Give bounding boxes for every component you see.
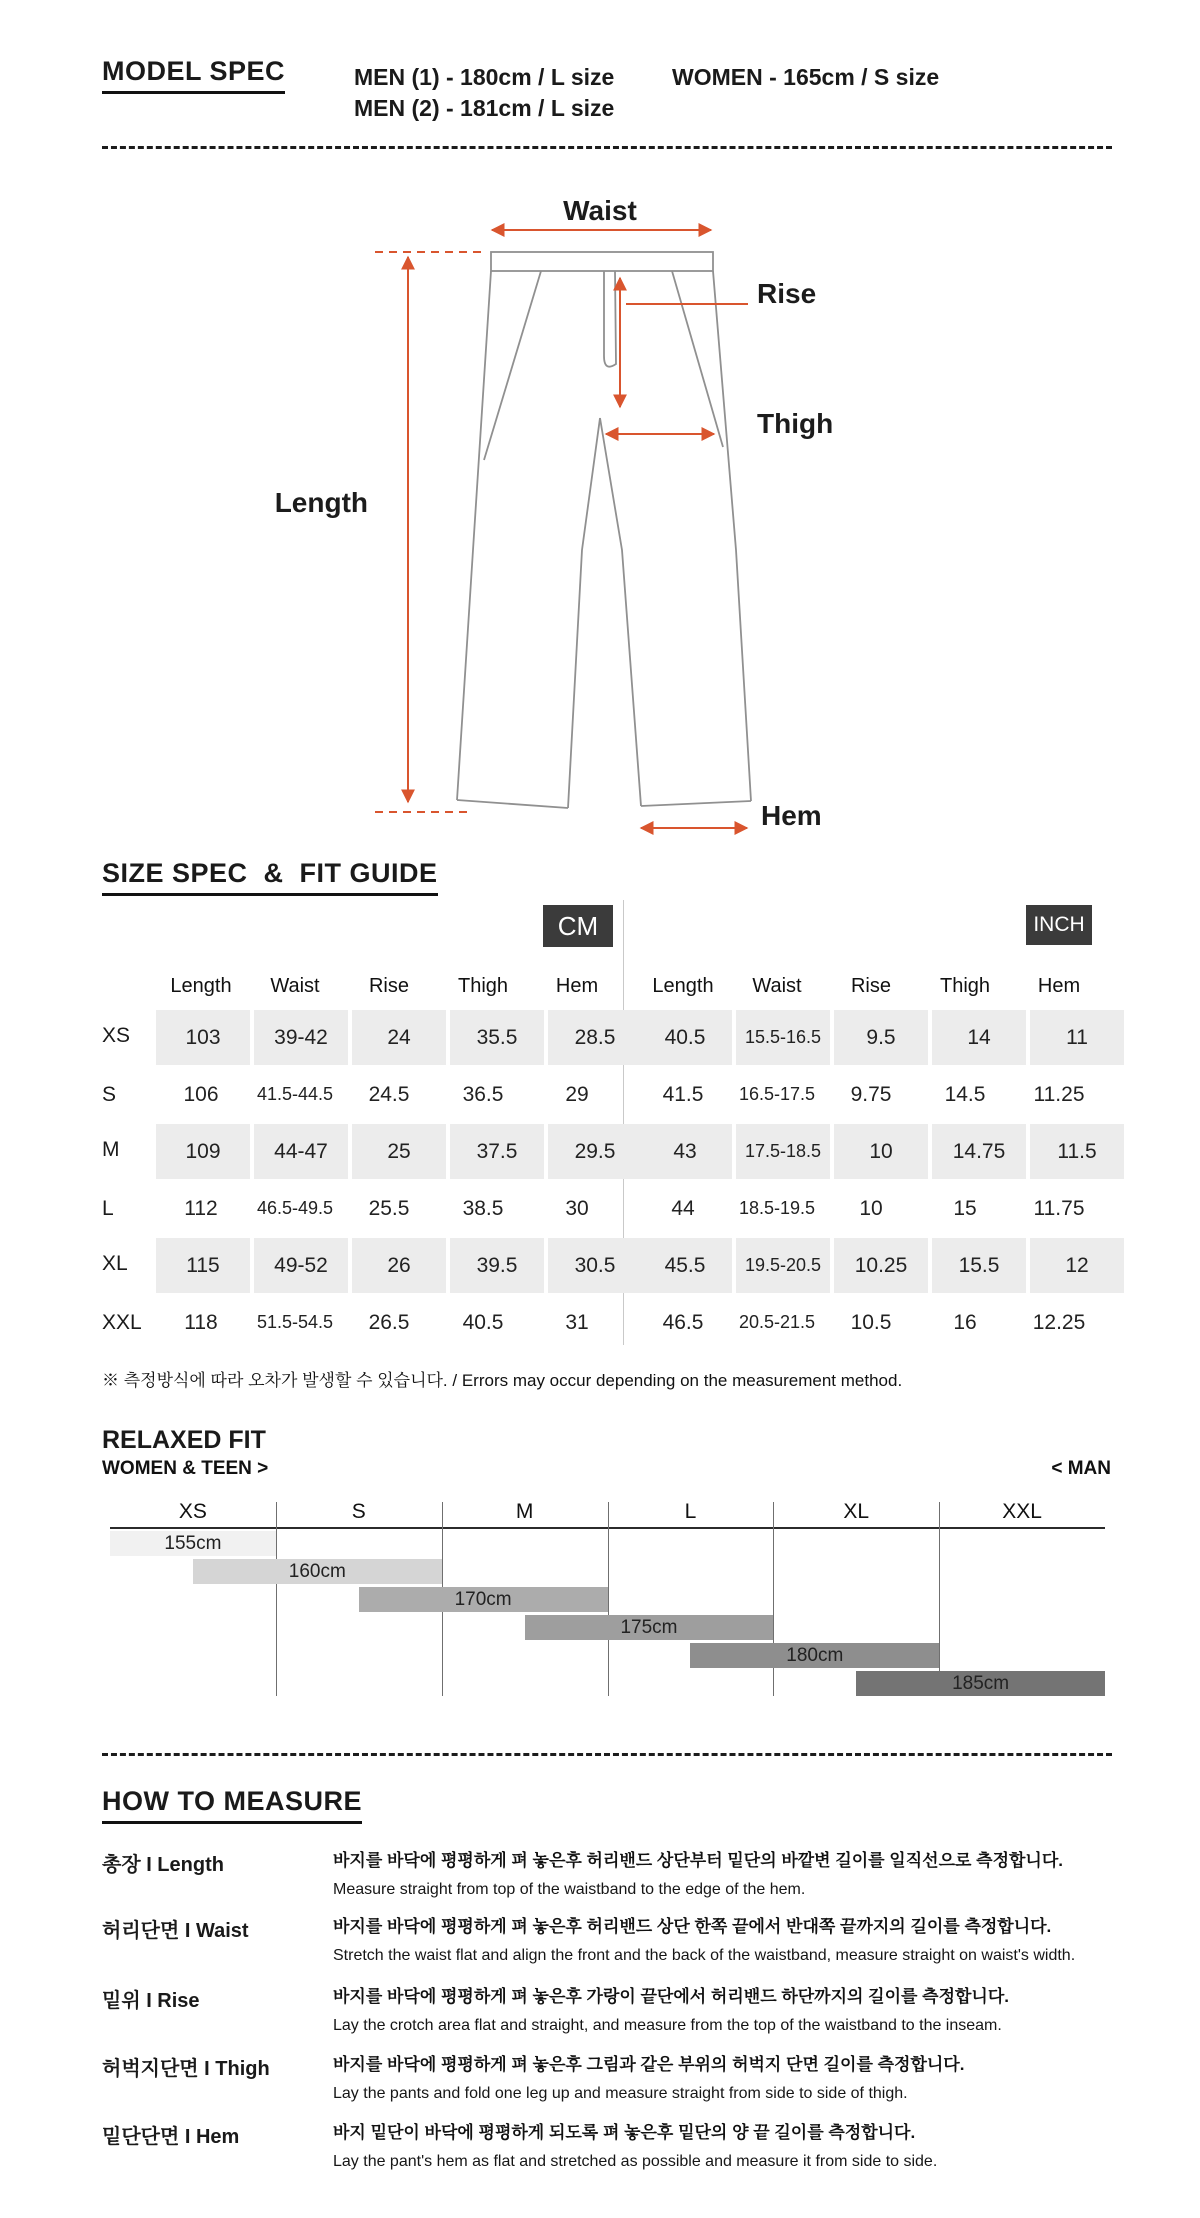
table-row bbox=[636, 1122, 1126, 1181]
height-fit-chart bbox=[110, 1500, 1105, 1696]
spec-cell: 46.5 bbox=[662, 1310, 704, 1334]
table-header-row bbox=[102, 964, 644, 1008]
height-bar: 180cm bbox=[690, 1643, 939, 1668]
fit-guide-left-label: WOMEN & TEEN > bbox=[102, 1458, 269, 1479]
size-spec-title: SIZE SPEC & FIT GUIDE bbox=[102, 858, 438, 896]
chart-category-label: XS bbox=[178, 1500, 207, 1523]
spec-cell: 39.5 bbox=[448, 1236, 546, 1295]
size-label: M bbox=[102, 1137, 120, 1161]
spec-cell: 9.75 bbox=[850, 1082, 892, 1106]
spec-cell: 24.5 bbox=[368, 1082, 410, 1106]
column-header: Length bbox=[170, 974, 232, 997]
model-spec-men-2: MEN (2) - 181cm / L size bbox=[354, 95, 615, 121]
spec-cell: 14 bbox=[930, 1008, 1028, 1067]
measure-text-english: Lay the pant's hem as flat and stretched as possible and measure it from side to side. bbox=[333, 2153, 938, 2170]
spec-cell: 38.5 bbox=[462, 1196, 504, 1220]
table-header-row bbox=[636, 964, 1126, 1008]
spec-cell: 10 bbox=[832, 1122, 930, 1181]
spec-cell: 9.5 bbox=[832, 1008, 930, 1067]
spec-cell: 25.5 bbox=[368, 1196, 410, 1220]
model-spec-men-1: MEN (1) - 180cm / L size bbox=[354, 64, 615, 90]
column-header: Rise bbox=[850, 974, 891, 997]
measure-row bbox=[102, 2050, 1112, 2108]
table-row bbox=[102, 1067, 644, 1122]
diagram-label-length: Length bbox=[274, 487, 368, 518]
table-row bbox=[636, 1236, 1126, 1295]
spec-cell: 49-52 bbox=[252, 1236, 350, 1295]
spec-cell: 51.5-54.5 bbox=[256, 1312, 334, 1332]
spec-cell: 40.5 bbox=[636, 1008, 734, 1067]
spec-cell: 29 bbox=[565, 1082, 589, 1106]
spec-cell: 11.25 bbox=[1033, 1082, 1085, 1106]
spec-cell: 16 bbox=[953, 1310, 977, 1334]
measure-description bbox=[333, 1982, 1112, 2040]
pants-measurement-diagram bbox=[0, 160, 1200, 870]
divider-dashed-top bbox=[102, 146, 1112, 149]
column-header: Hem bbox=[1037, 974, 1081, 997]
measure-text-english: Lay the crotch area flat and straight, and measure from the top of the waistband to the inseam. bbox=[333, 2017, 1002, 2034]
measure-description bbox=[333, 1846, 1112, 1904]
spec-cell: 19.5-20.5 bbox=[734, 1236, 832, 1295]
fit-guide-right-label: < MAN bbox=[1051, 1458, 1111, 1479]
how-to-measure-title: HOW TO MEASURE bbox=[102, 1786, 362, 1824]
size-label: XXL bbox=[102, 1310, 142, 1334]
measure-text-korean: 바지를 바닥에 평평하게 펴 놓은후 그림과 같은 부위의 허벅지 단면 길이를 측정합니다. bbox=[333, 2055, 965, 2074]
measure-description bbox=[333, 1912, 1112, 1970]
spec-cell: 39-42 bbox=[252, 1008, 350, 1067]
model-spec-women: WOMEN - 165cm / S size bbox=[672, 64, 940, 90]
spec-cell: 109 bbox=[154, 1122, 252, 1181]
column-header: Thigh bbox=[939, 974, 991, 997]
divider-dashed-bottom bbox=[102, 1753, 1112, 1756]
measure-label: 밑위 I Rise bbox=[102, 1990, 200, 2012]
table-row bbox=[102, 1008, 644, 1067]
spec-cell: 26.5 bbox=[368, 1310, 410, 1334]
inch-unit-badge: INCH bbox=[1026, 905, 1092, 945]
table-row bbox=[102, 1181, 644, 1236]
chart-category-label: XXL bbox=[1002, 1500, 1042, 1523]
size-label: XS bbox=[102, 1023, 131, 1047]
header-spacer bbox=[102, 964, 154, 1008]
spec-cell: 11.5 bbox=[1028, 1122, 1126, 1181]
spec-cell: 11.75 bbox=[1033, 1196, 1085, 1220]
table-row bbox=[636, 1067, 1126, 1122]
spec-cell: 11 bbox=[1028, 1008, 1126, 1067]
measure-text-english: Stretch the waist flat and align the front and the back of the waistband, measure straight on waist's width. bbox=[333, 1947, 1076, 1964]
column-header: Waist bbox=[752, 974, 802, 997]
spec-cell: 12 bbox=[1028, 1236, 1126, 1295]
size-label: S bbox=[102, 1082, 117, 1106]
measure-text-korean: 바지를 바닥에 평평하게 펴 놓은후 가랑이 끝단에서 허리밴드 하단까지의 길이를 측정합니다. bbox=[333, 1987, 1009, 2006]
height-bar: 170cm bbox=[359, 1587, 608, 1612]
spec-cell: 17.5-18.5 bbox=[734, 1122, 832, 1181]
measure-label: 허리단면 I Waist bbox=[102, 1920, 249, 1942]
diagram-label-rise: Rise bbox=[757, 278, 817, 309]
chart-category-label: L bbox=[684, 1500, 697, 1523]
spec-cell: 118 bbox=[184, 1310, 218, 1334]
size-table-cm bbox=[102, 964, 644, 1350]
spec-cell: 10.25 bbox=[832, 1236, 930, 1295]
diagram-label-waist: Waist bbox=[563, 195, 637, 226]
size-table-inch bbox=[636, 964, 1126, 1350]
spec-cell: 15 bbox=[953, 1196, 977, 1220]
spec-cell: 112 bbox=[184, 1196, 218, 1220]
spec-cell: 12.25 bbox=[1032, 1310, 1086, 1334]
spec-cell: 43 bbox=[636, 1122, 734, 1181]
spec-cell: 15.5 bbox=[930, 1236, 1028, 1295]
measure-text-english: Lay the pants and fold one leg up and measure straight from side to side of thigh. bbox=[333, 2085, 908, 2102]
height-bar: 185cm bbox=[856, 1671, 1105, 1696]
measure-description bbox=[333, 2118, 1112, 2176]
height-bar: 155cm bbox=[110, 1531, 276, 1556]
measurement-note: ※ 측정방식에 따라 오차가 발생할 수 있습니다. / Errors may occur depending on the measurement method. bbox=[102, 1371, 903, 1390]
spec-cell: 16.5-17.5 bbox=[738, 1084, 816, 1104]
table-row bbox=[636, 1181, 1126, 1236]
chart-gridline bbox=[608, 1502, 609, 1696]
measure-row bbox=[102, 1912, 1112, 1970]
spec-cell: 14.75 bbox=[930, 1122, 1028, 1181]
table-row bbox=[636, 1008, 1126, 1067]
measure-label: 허벅지단면 I Thigh bbox=[102, 2058, 270, 2080]
spec-cell: 26 bbox=[350, 1236, 448, 1295]
spec-cell: 14.5 bbox=[944, 1082, 986, 1106]
spec-cell: 15.5-16.5 bbox=[734, 1008, 832, 1067]
measure-label: 밑단단면 I Hem bbox=[102, 2126, 240, 2148]
pants-outline bbox=[457, 252, 751, 808]
height-bar: 160cm bbox=[193, 1559, 442, 1584]
spec-cell: 46.5-49.5 bbox=[256, 1198, 334, 1218]
size-label: XL bbox=[102, 1251, 128, 1275]
measure-text-english: Measure straight from top of the waistband to the edge of the hem. bbox=[333, 1881, 806, 1898]
measure-text-korean: 바지 밑단이 바닥에 평평하게 되도록 펴 놓은후 밑단의 양 끝 길이를 측정합니다. bbox=[333, 2123, 916, 2142]
spec-cell: 28.5 bbox=[546, 1008, 644, 1067]
spec-cell: 106 bbox=[183, 1082, 219, 1106]
spec-cell: 44 bbox=[671, 1196, 695, 1220]
chart-category-label: S bbox=[351, 1500, 366, 1523]
column-header: Thigh bbox=[457, 974, 509, 997]
diagram-label-hem: Hem bbox=[761, 800, 822, 831]
spec-cell: 10.5 bbox=[850, 1310, 892, 1334]
chart-gridline bbox=[276, 1502, 277, 1696]
table-row bbox=[636, 1295, 1126, 1350]
chart-gridline bbox=[939, 1502, 940, 1696]
spec-cell: 115 bbox=[154, 1236, 252, 1295]
spec-cell: 40.5 bbox=[462, 1310, 504, 1334]
spec-cell: 37.5 bbox=[448, 1122, 546, 1181]
spec-cell: 30 bbox=[565, 1196, 589, 1220]
measure-text-korean: 바지를 바닥에 평평하게 펴 놓은후 허리밴드 상단 한쪽 끝에서 반대쪽 끝까지의 길이를 측정합니다. bbox=[333, 1917, 1052, 1936]
measure-row bbox=[102, 1982, 1112, 2040]
column-header: Hem bbox=[555, 974, 599, 997]
chart-category-label: M bbox=[515, 1500, 534, 1523]
column-header: Waist bbox=[270, 974, 320, 997]
diagram-label-thigh: Thigh bbox=[757, 408, 834, 439]
spec-cell: 30.5 bbox=[546, 1236, 644, 1295]
height-bar: 175cm bbox=[525, 1615, 774, 1640]
measure-label: 총장 I Length bbox=[102, 1854, 224, 1876]
spec-cell: 10 bbox=[859, 1196, 883, 1220]
measure-description bbox=[333, 2050, 1112, 2108]
fit-guide-title: RELAXED FIT bbox=[102, 1426, 266, 1454]
chart-category-label: XL bbox=[843, 1500, 870, 1523]
spec-cell: 41.5 bbox=[662, 1082, 704, 1106]
size-label: L bbox=[102, 1196, 114, 1220]
spec-cell: 41.5-44.5 bbox=[256, 1084, 334, 1104]
spec-cell: 44-47 bbox=[252, 1122, 350, 1181]
measure-row bbox=[102, 2118, 1112, 2176]
table-row bbox=[102, 1122, 644, 1181]
model-spec-title: MODEL SPEC bbox=[102, 56, 285, 94]
measurement-arrows bbox=[375, 230, 748, 828]
column-header: Rise bbox=[368, 974, 409, 997]
spec-cell: 29.5 bbox=[546, 1122, 644, 1181]
spec-cell: 25 bbox=[350, 1122, 448, 1181]
spec-cell: 31 bbox=[565, 1310, 589, 1334]
table-row bbox=[102, 1295, 644, 1350]
spec-cell: 103 bbox=[154, 1008, 252, 1067]
spec-cell: 45.5 bbox=[636, 1236, 734, 1295]
cm-unit-badge: CM bbox=[543, 905, 613, 947]
spec-cell: 35.5 bbox=[448, 1008, 546, 1067]
spec-cell: 18.5-19.5 bbox=[738, 1198, 816, 1218]
table-row bbox=[102, 1236, 644, 1295]
column-header: Length bbox=[652, 974, 714, 997]
spec-cell: 36.5 bbox=[462, 1082, 504, 1106]
spec-cell: 20.5-21.5 bbox=[738, 1312, 816, 1332]
measure-text-korean: 바지를 바닥에 평평하게 펴 놓은후 허리밴드 상단부터 밑단의 바깥변 길이를 일직선으로 측정합니다. bbox=[333, 1851, 1063, 1870]
measure-row bbox=[102, 1846, 1112, 1904]
spec-cell: 24 bbox=[350, 1008, 448, 1067]
